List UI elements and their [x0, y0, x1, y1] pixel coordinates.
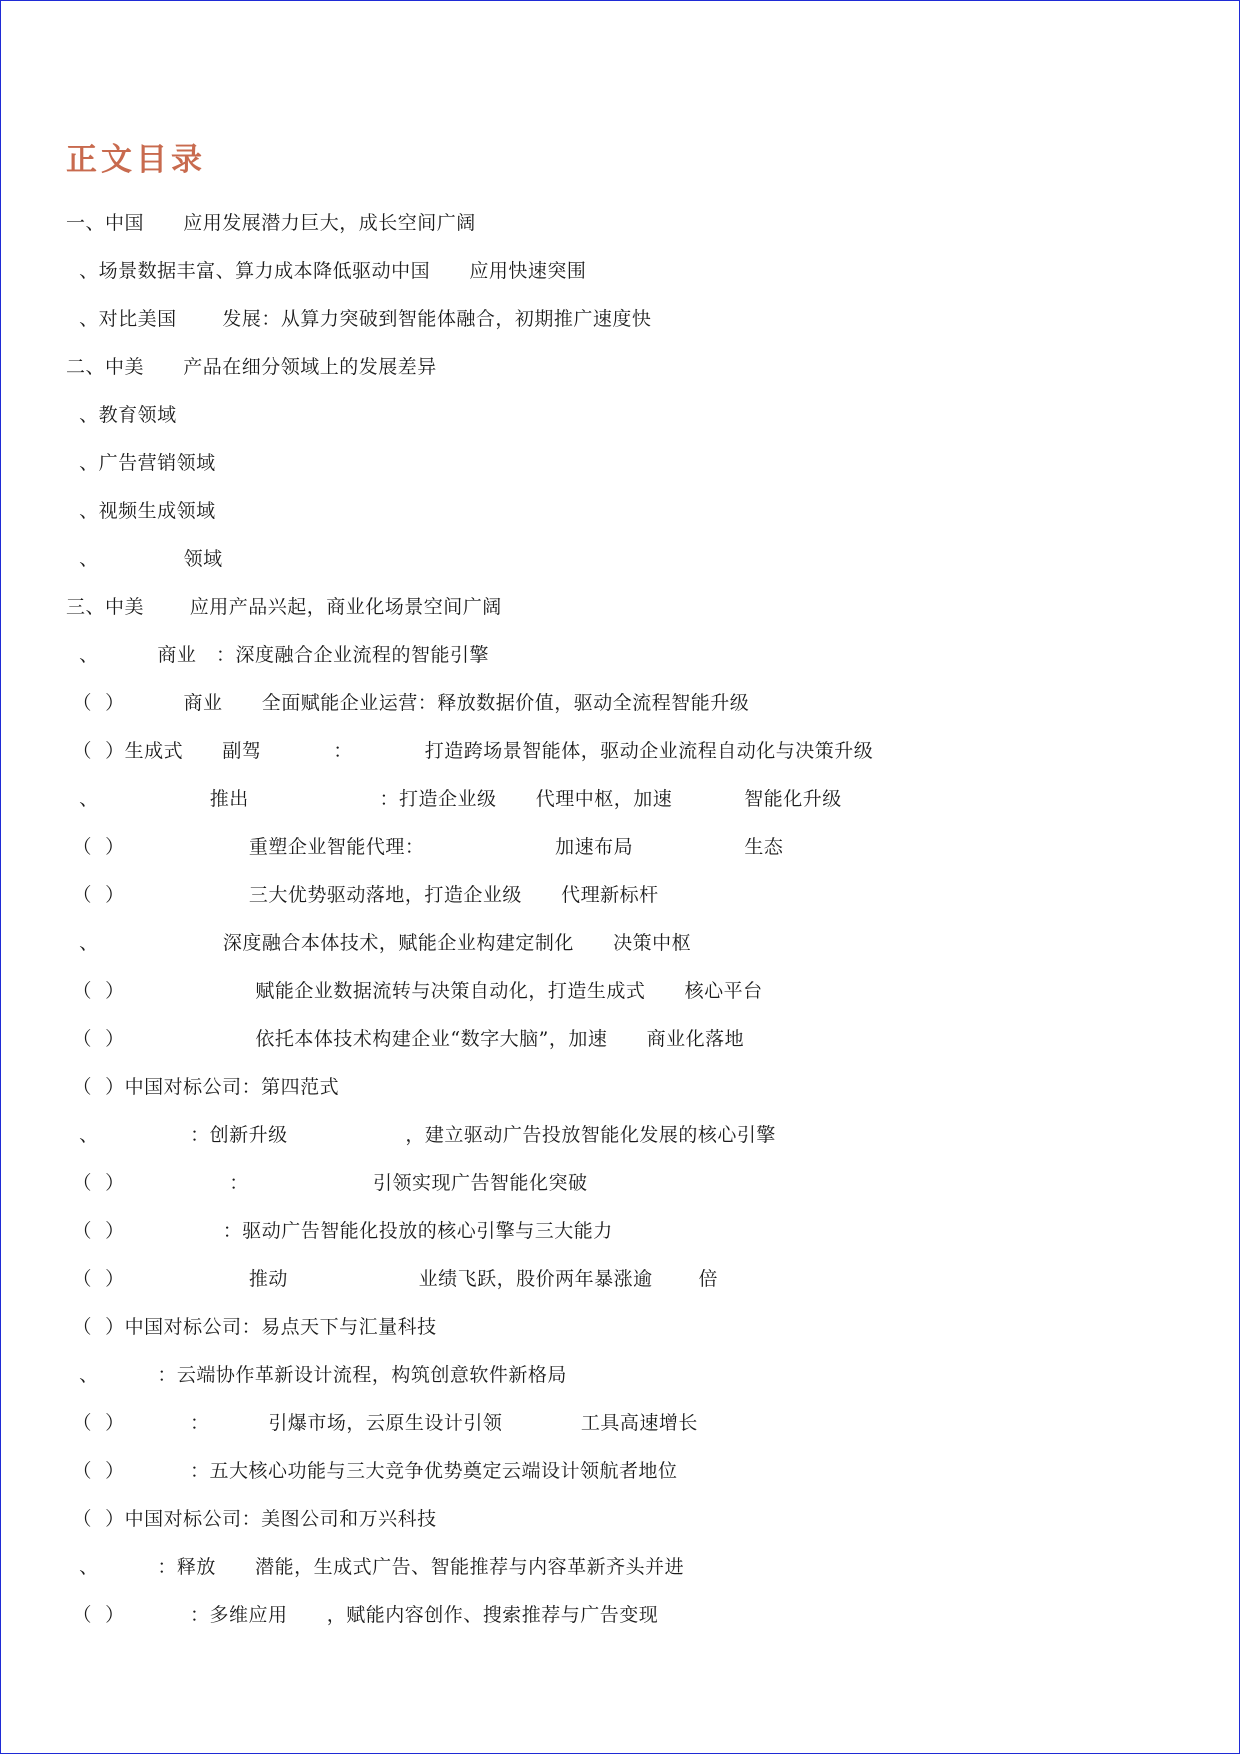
toc-entry-3-6-1[interactable]: （ ） ：多维应用 ，赋能内容创作、搜索推荐与广告变现: [66, 1604, 659, 1626]
toc-entry-2-3[interactable]: 、视频生成领域: [66, 500, 216, 522]
toc-entry-3-4-2[interactable]: （ ） ：驱动广告智能化投放的核心引擎与三大能力: [66, 1220, 613, 1242]
toc-entry-3-5-3[interactable]: （ ）中国对标公司：美图公司和万兴科技: [66, 1508, 437, 1530]
toc-entry-2-4[interactable]: 、 领域: [66, 548, 223, 570]
toc-entry-3-5-2[interactable]: （ ） ：五大核心功能与三大竞争优势奠定云端设计领航者地位: [66, 1460, 678, 1482]
toc-entry-2-2[interactable]: 、广告营销领域: [66, 452, 216, 474]
toc-entry-3-4[interactable]: 、 ：创新升级 ，建立驱动广告投放智能化发展的核心引擎: [66, 1124, 776, 1146]
toc-entry-1-1[interactable]: 、场景数据丰富、算力成本降低驱动中国 应用快速突围: [66, 260, 587, 282]
toc-title: 正文目录: [66, 142, 206, 178]
toc-entry-3-1-1[interactable]: （ ） 商业 全面赋能企业运营：释放数据价值，驱动全流程智能升级: [66, 692, 750, 714]
toc-entry-3-4-1[interactable]: （ ） ： 引领实现广告智能化突破: [66, 1172, 588, 1194]
toc-entry-3-6[interactable]: 、 ：释放 潜能，生成式广告、智能推荐与内容革新齐头并进: [66, 1556, 685, 1578]
toc-entry-3-3[interactable]: 、 深度融合本体技术，赋能企业构建定制化 决策中枢: [66, 932, 692, 954]
toc-entry-3[interactable]: 三、中美 应用产品兴起，商业化场景空间广阔: [66, 596, 502, 618]
toc-entry-3-3-1[interactable]: （ ） 赋能企业数据流转与决策自动化，打造生成式 核心平台: [66, 980, 763, 1002]
toc-list: [66, 203, 1186, 1643]
toc-entry-2-1[interactable]: 、教育领域: [66, 404, 177, 426]
toc-entry-3-1-2[interactable]: （ ）生成式 副驾 ： 打造跨场景智能体，驱动企业流程自动化与决策升级: [66, 740, 874, 762]
toc-entry-3-2-2[interactable]: （ ） 三大优势驱动落地，打造企业级 代理新标杆: [66, 884, 659, 906]
toc-entry-3-5[interactable]: 、 ：云端协作革新设计流程，构筑创意软件新格局: [66, 1364, 567, 1386]
toc-entry-3-4-3[interactable]: （ ） 推动 业绩飞跃，股价两年暴涨逾 倍: [66, 1268, 718, 1290]
toc-entry-3-3-2[interactable]: （ ） 依托本体技术构建企业“数字大脑”，加速 商业化落地: [66, 1028, 745, 1050]
toc-entry-3-1[interactable]: 、 商业 ：深度融合企业流程的智能引擎: [66, 644, 490, 666]
toc-entry-1-2[interactable]: 、对比美国 发展：从算力突破到智能体融合，初期推广速度快: [66, 308, 652, 330]
toc-entry-1[interactable]: 一、中国 应用发展潜力巨大，成长空间广阔: [66, 212, 476, 234]
toc-entry-3-2-1[interactable]: （ ） 重塑企业智能代理： 加速布局 生态: [66, 836, 784, 858]
toc-entry-3-3-3[interactable]: （ ）中国对标公司：第四范式: [66, 1076, 340, 1098]
toc-entry-2[interactable]: 二、中美 产品在细分领域上的发展差异: [66, 356, 437, 378]
toc-entry-3-5-1[interactable]: （ ） ： 引爆市场，云原生设计引领 工具高速增长: [66, 1412, 698, 1434]
toc-entry-3-4-4[interactable]: （ ）中国对标公司：易点天下与汇量科技: [66, 1316, 437, 1338]
toc-entry-3-2[interactable]: 、 推出 ：打造企业级 代理中枢，加速 智能化升级: [66, 788, 842, 810]
